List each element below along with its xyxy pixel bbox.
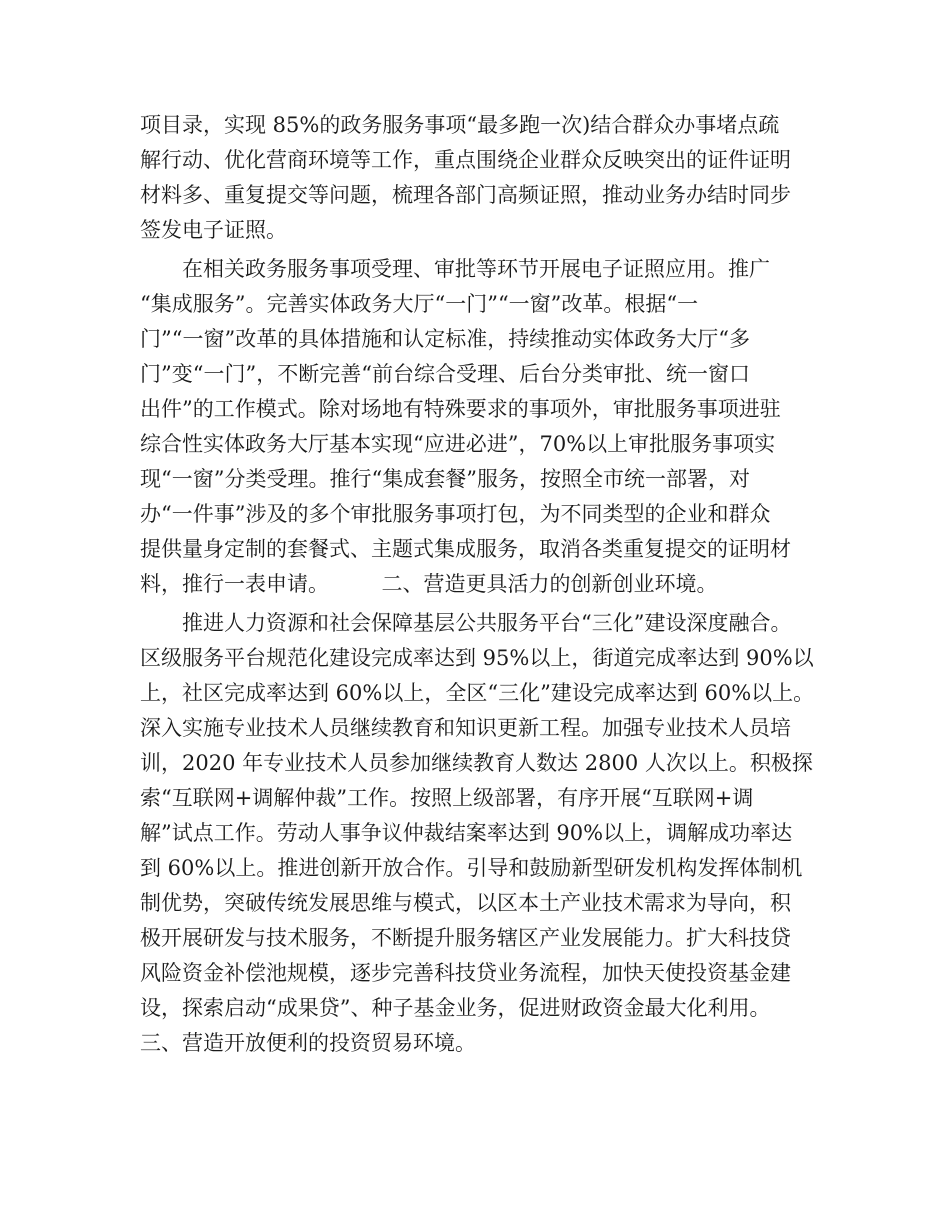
text-line: 区级服务平台规范化建设完成率达到 95%以上，街道完成率达到 90%以 [140,646,814,670]
text-line: “集成服务”。完善实体政务大厅“一门”“一窗”改革。根据“一 [140,292,699,316]
text-line: 办“一件事”涉及的多个审批服务事项打包，为不同类型的企业和群众 [140,502,771,526]
section-heading: 三、营造开放便利的投资贸易环境。 [140,1031,476,1055]
text-line: 综合性实体政务大厅基本实现“应进必进”，70%以上审批服务事项实 [140,432,776,456]
text-line: 推进人力资源和社会保障基层公共服务平台“三化”建设深度融合。 [140,611,792,635]
text-line: 出件”的工作模式。除对场地有特殊要求的事项外，审批服务事项进驻 [140,397,781,421]
text-line: 现“一窗”分类受理。推行“集成套餐”服务，按照全市统一部署，对 [140,467,750,491]
text-line: 门”“一窗”改革的具体措施和认定标准，持续推动实体政务大厅“多 [140,327,750,351]
text-line: 设，探索启动“成果贷”、种子基金业务，促进财政资金最大化利用。 [140,996,771,1020]
text-line: 签发电子证照。 [140,218,287,242]
document-body [140,108,820,1061]
text-line: 索“互联网+调解仲裁”工作。按照上级部署，有序开展“互联网+调 [140,786,754,810]
text-line: 门”变“一门”，不断完善“前台综合受理、后台分类审批、统一窗口 [140,362,750,386]
text-line: 材料多、重复提交等问题，梳理各部门高频证照，推动业务办结时同步 [140,183,791,207]
text-line: 项目录，实现 85%的政务服务事项“最多跑一次)结合群众办事堵点疏 [140,113,780,137]
text-line: 极开展研发与技术服务，不断提升服务辖区产业发展能力。扩大科技贷 [140,926,791,950]
text-line: 提供量身定制的套餐式、主题式集成服务，取消各类重复提交的证明材 [140,537,791,561]
text-line: 制优势，突破传统发展思维与模式，以区本土产业技术需求为导向，积 [140,891,791,915]
text-line: 上，社区完成率达到 60%以上，全区“三化”建设完成率达到 60%以上。 [140,681,815,705]
text-line: 解行动、优化营商环境等工作，重点围绕企业群众反映突出的证件证明 [140,148,791,172]
text-line: 解”试点工作。劳动人事争议仲裁结案率达到 90%以上，调解成功率达 [140,821,793,845]
text-line: 到 60%以上。推进创新开放合作。引导和鼓励新型研发机构发挥体制机 [140,856,803,880]
text-line: 训，2020 年专业技术人员参加继续教育人数达 2800 人次以上。积极探 [140,751,813,775]
text-line: 风险资金补偿池规模，逐步完善科技贷业务流程，加快天使投资基金建 [140,961,791,985]
text-line: 深入实施专业技术人员继续教育和知识更新工程。加强专业技术人员培 [140,716,791,740]
text-line: 在相关政务服务事项受理、审批等环节开展电子证照应用。推广 [140,257,770,281]
text-line: 料，推行一表申请。 二、营造更具活力的创新创业环境。 [140,572,718,596]
